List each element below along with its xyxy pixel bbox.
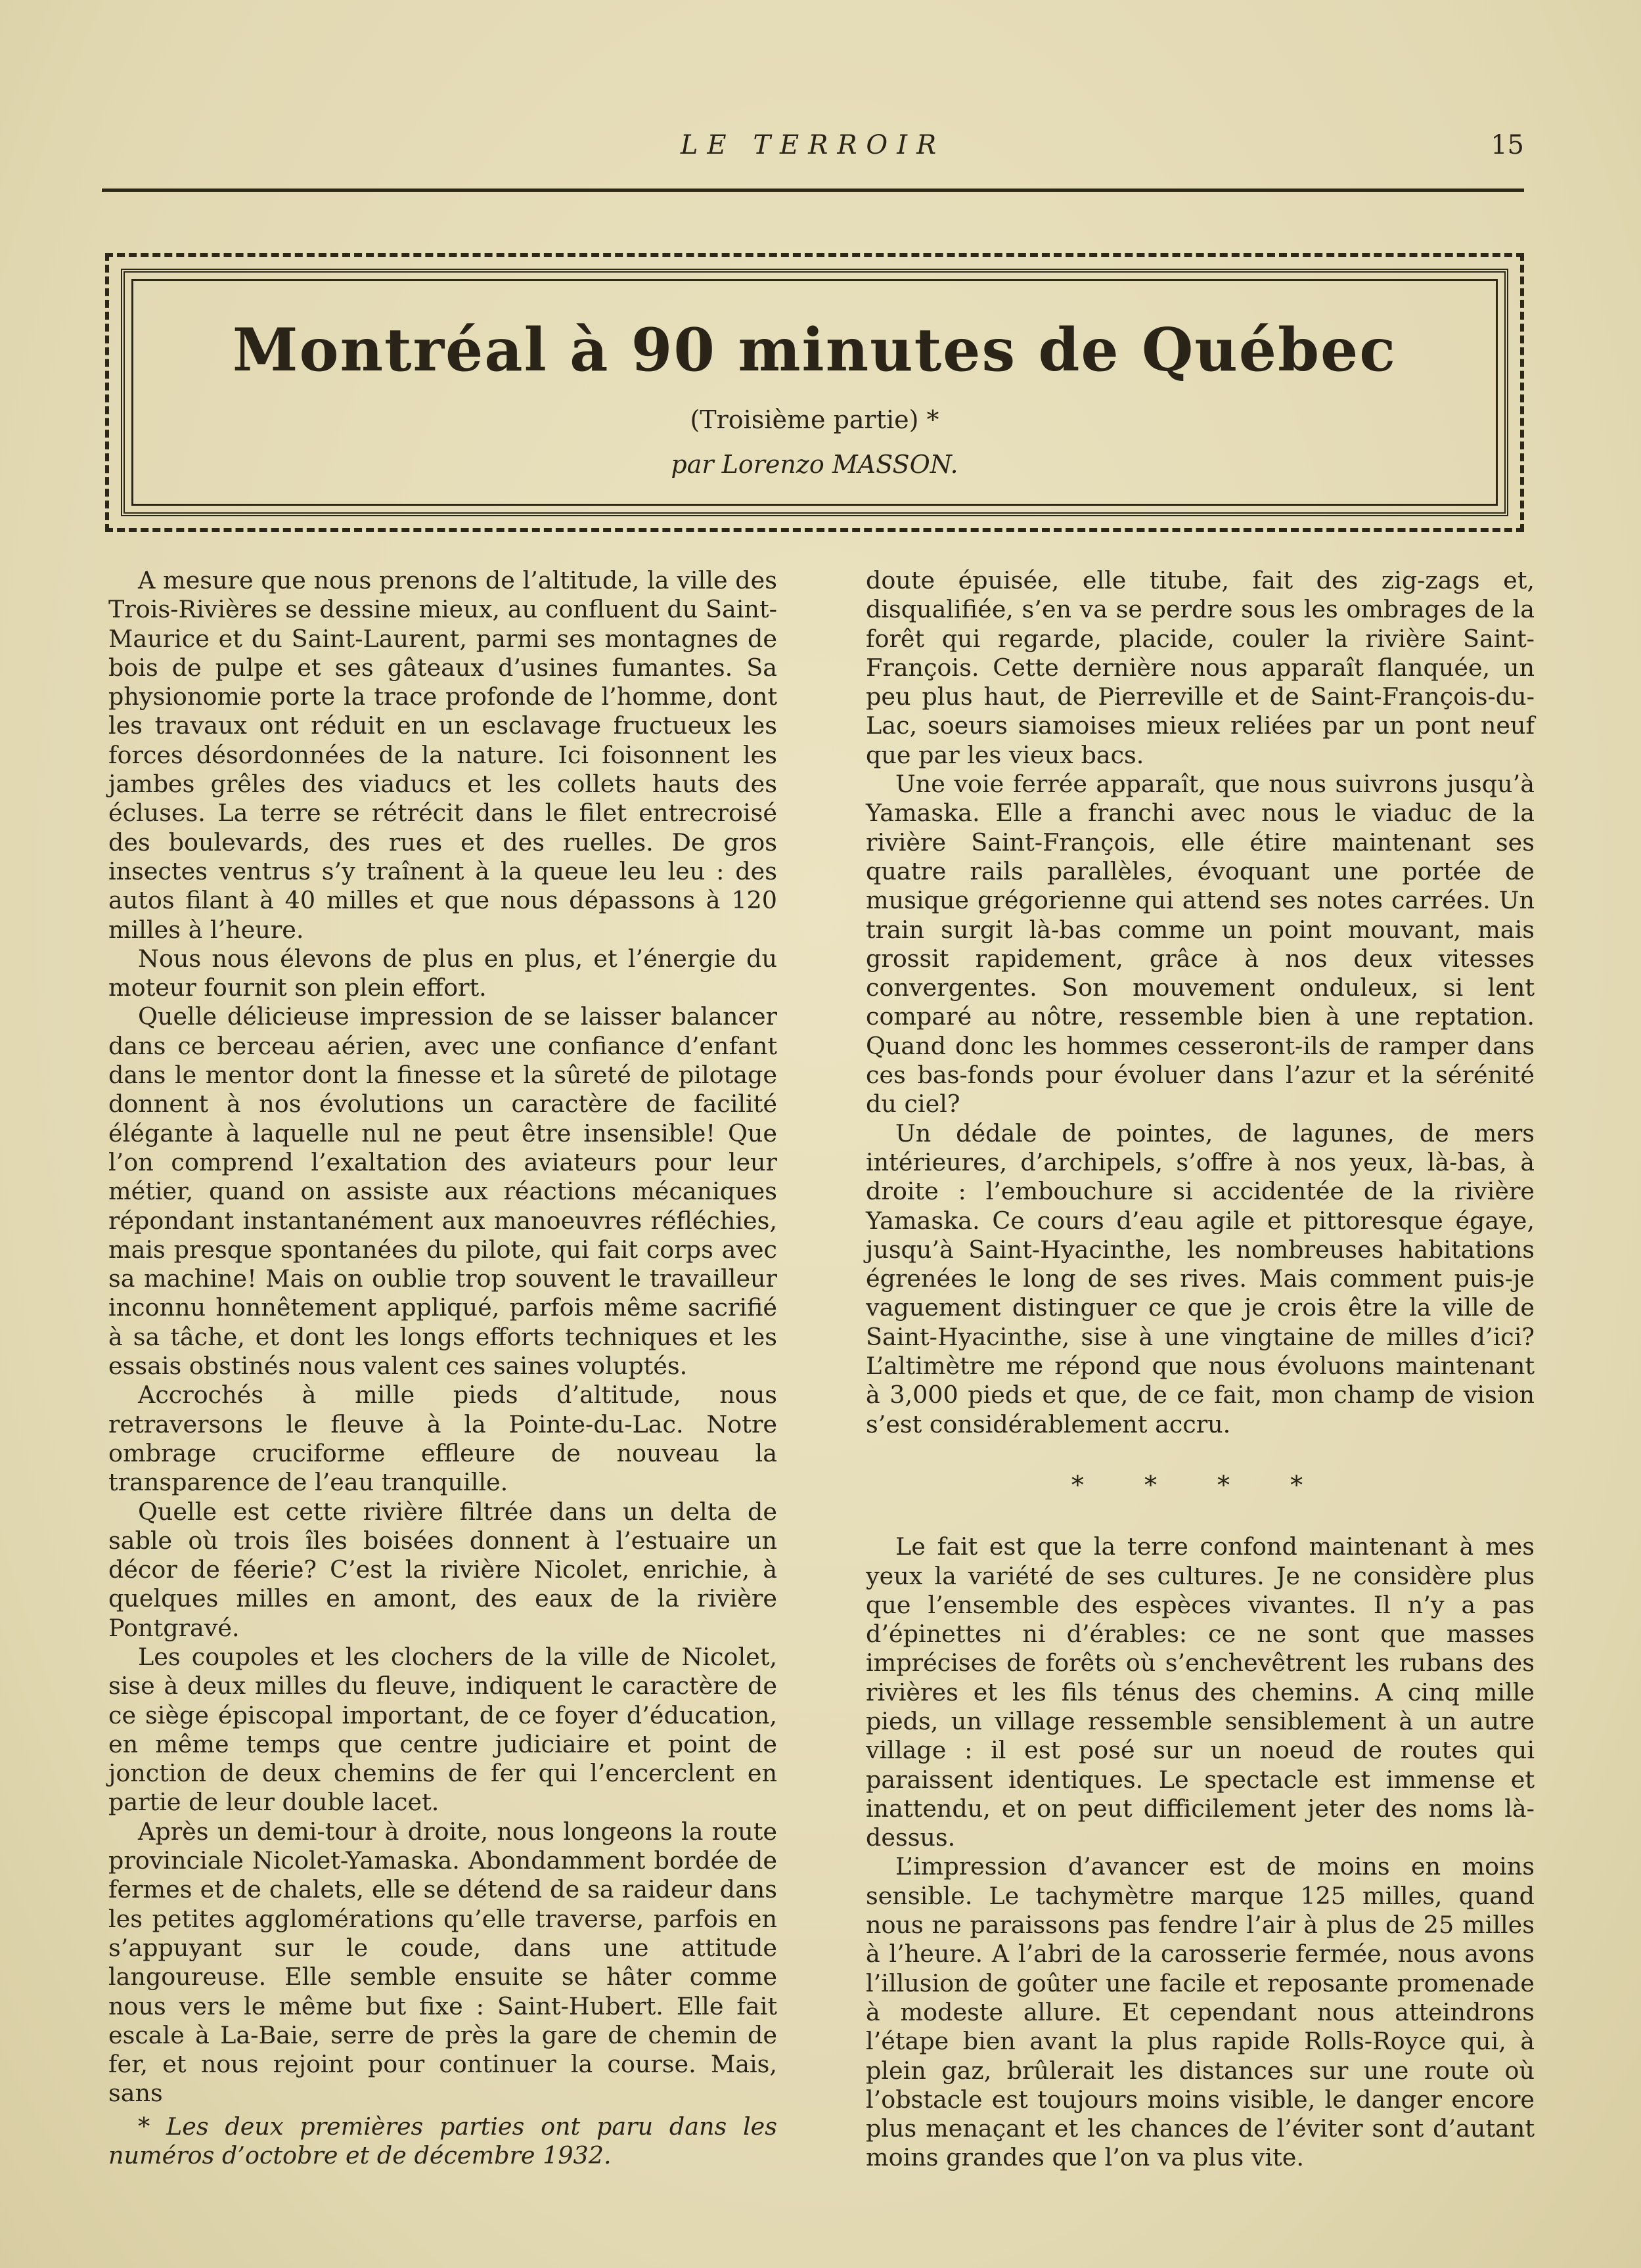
footnote: * Les deux premières parties ont paru dans les numéros d’octobre et de décembre 1932. xyxy=(108,2112,777,2170)
paragraph: Un dédale de pointes, de lagunes, de mers intérieures, d’archipels, s’offre à nos yeux, là-bas, à droite : l’embouchure si accidentée de la rivière Yamaska. Ce cours d’eau agile et pittoresque égaye, jusqu’à Saint-Hyacinthe, les nombreuses habitations égrenées le long de ses rives. Mais comment puis-je vaguement distinguer ce que je crois être la ville de Saint-Hyacinthe, sise à une vingtaine de milles d’ici? L’altimètre me répond que nous évoluons maintenant à 3,000 pieds et que, de ce fait, mon champ de vision s’est considérablement accru. xyxy=(866,1119,1535,1438)
running-title: LE TERROIR xyxy=(680,130,946,160)
left-column xyxy=(108,566,777,2170)
paragraph: L’impression d’avancer est de moins en moins sensible. Le tachymètre marque 125 milles, quand nous ne paraissons pas fendre l’air à plus de 25 milles à l’heure. A l’abri de la carosserie fermée, nous avons l’illusion de goûter une facile et reposante promenade à modeste allure. Et cependant nous atteindrons l’étape bien avant la plus rapide Rolls-Royce qui, à plein gaz, brûlerait les distances sur une route où l’obstacle est toujours moins visible, le danger encore plus menaçant et les chances de l’éviter sont d’autant moins grandes que l’on va plus vite. xyxy=(866,1852,1535,2172)
section-break: * * * * xyxy=(1071,1470,1330,1500)
paragraph: Après un demi-tour à droite, nous longeons la route provinciale Nicolet-Yamaska. Abondamment bordée de fermes et de chalets, elle se détend de sa raideur dans les petites agglomérations qu’elle traverse, parfois en s’appuyant sur le coude, dans une attitude langoureuse. Elle semble ensuite se hâter comme nous vers le même but fixe : Saint-Hubert. Elle fait escale à La-Baie, serre de près la gare de chemin de fer, et nous rejoint pour continuer la course. Mais, sans xyxy=(108,1817,777,2108)
paragraph: A mesure que nous prenons de l’altitude, la ville des Trois-Rivières se dessine mieux, au confluent du Saint-Maurice et du Saint-Laurent, parmi ses montagnes de bois de pulpe et ses gâteaux d’usines fumantes. Sa physionomie porte la trace profonde de l’homme, dont les travaux ont réduit en un esclavage fructueux les forces désordonnées de la nature. Ici foisonnent les jambes grêles des viaducs et les collets hauts des écluses. La terre se rétrécit dans le filet entrecroisé des boulevards, des rues et des ruelles. De gros insectes ventrus s’y traînent à la queue leu leu : des autos filant à 40 milles et que nous dépassons à 120 milles à l’heure. xyxy=(108,566,777,944)
paragraph: Une voie ferrée apparaît, que nous suivrons jusqu’à Yamaska. Elle a franchi avec nous le viaduc de la rivière Saint-François, elle étire maintenant ses quatre rails parallèles, évoquant une portée de musique grégorienne qui attend ses notes carrées. Un train surgit là-bas comme un point mouvant, mais grossit rapidement, grâce à nos deux vitesses convergentes. Son mouvement onduleux, si lent comparé au nôtre, ressemble bien à une reptation. Quand donc les hommes cesseront-ils de ramper dans ces bas-fonds pour évoluer dans l’azur et la sérénité du ciel? xyxy=(866,770,1535,1119)
paragraph: Quelle délicieuse impression de se laisser balancer dans ce berceau aérien, avec une confiance d’enfant dans le mentor dont la finesse et la sûreté de pilotage donnent à nos évolutions un caractère de facilité élégante à laquelle nul ne peut être insensible! Que l’on comprend l’exaltation des aviateurs pour leur métier, quand on assiste aux réactions mécaniques répondant instantanément aux manoeuvres réfléchies, mais presque spontanées du pilote, qui fait corps avec sa machine! Mais on oublie trop souvent le travailleur inconnu honnêtement appliqué, parfois même sacrifié à sa tâche, et dont les longs efforts techniques et les essais obstinés nous valent ces saines voluptés. xyxy=(108,1002,777,1381)
article-byline: par Lorenzo MASSON. xyxy=(671,450,958,479)
paragraph: Le fait est que la terre confond maintenant à mes yeux la variété de ses cultures. Je ne considère plus que l’ensemble des espèces vivantes. Il n’y a pas d’épinettes ni d’érables: ce ne sont que masses imprécises de forêts où s’enchevêtrent les rubans des rivières et les fils ténus des chemins. A cinq mille pieds, un village ressemble sensiblement à un autre village : il est posé sur un noeud de routes qui paraissent identiques. Le spectacle est immense et inattendu, et on peut difficilement jeter des noms là-dessus. xyxy=(866,1532,1535,1852)
header-rule xyxy=(102,189,1524,192)
article-subtitle: (Troisième partie) * xyxy=(690,405,939,434)
paragraph: doute épuisée, elle titube, fait des zig-zags et, disqualifiée, s’en va se perdre sous les ombrages de la forêt qui regarde, placide, couler la rivière Saint-François. Cette dernière nous apparaît flanquée, un peu plus haut, de Pierreville et de Saint-François-du-Lac, soeurs siamoises mieux reliées par un pont neuf que par les vieux bacs. xyxy=(866,566,1535,769)
right-column xyxy=(866,566,1535,2173)
paragraph: Accrochés à mille pieds d’altitude, nous retraversons le fleuve à la Pointe-du-Lac. Notre ombrage cruciforme effleure de nouveau la transparence de l’eau tranquille. xyxy=(108,1381,777,1497)
paragraph: Les coupoles et les clochers de la ville de Nicolet, sise à deux milles du fleuve, indiquent le caractère de ce siège épiscopal important, de ce foyer d’éducation, en même temps que centre judiciaire et point de jonction de deux chemins de fer qui l’encerclent en partie de leur double lacet. xyxy=(108,1642,777,1817)
article-title: Montréal à 90 minutes de Québec xyxy=(232,315,1397,385)
paragraph: Quelle est cette rivière filtrée dans un delta de sable où trois îles boisées donnent à l’estuaire un décor de féerie? C’est la rivière Nicolet, enrichie, à quelques milles en amont, des eaux de la rivière Pontgravé. xyxy=(108,1497,777,1642)
page-header xyxy=(102,130,1524,169)
page-number: 15 xyxy=(1491,130,1524,160)
paragraph: Nous nous élevons de plus en plus, et l’énergie du moteur fournit son plein effort. xyxy=(108,944,777,1002)
title-frame xyxy=(105,253,1524,532)
